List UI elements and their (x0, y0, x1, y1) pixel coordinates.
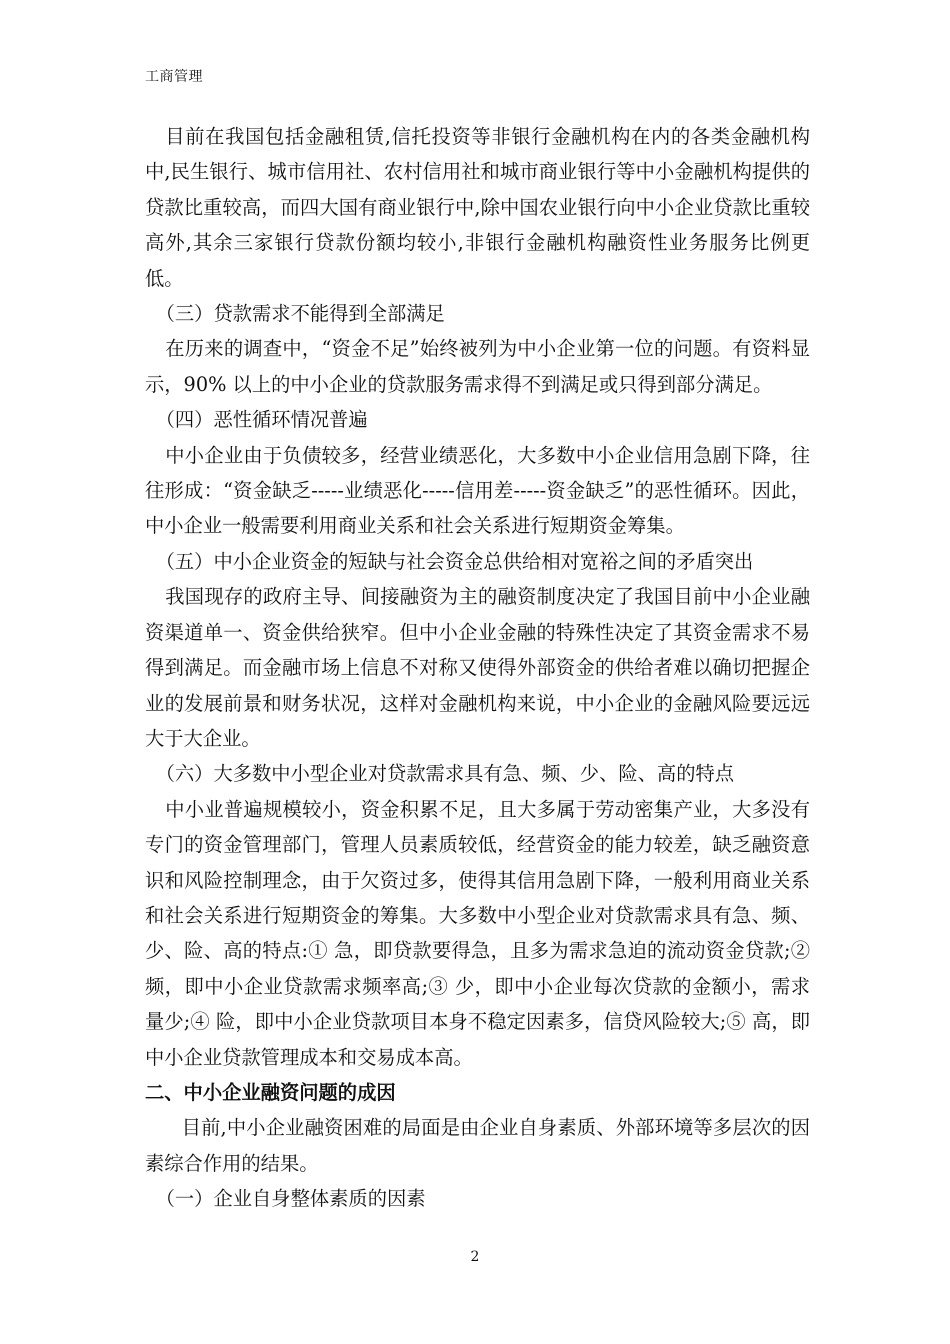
paragraph-vicious-cycle: 中小企业由于负债较多，经营业绩恶化，大多数中小企业信用急剧下降，往往形成：“资金缺乏-----业绩恶化-----信用差-----资金缺乏”的恶性循环。因此，中小企业一般需要利用商业关系和社会关系进行短期资金筹集。 (145, 443, 810, 538)
section-heading-causes: 二、中小企业融资问题的成因 (145, 1080, 396, 1104)
subheading-loan-demand-unmet: （三）贷款需求不能得到全部满足 (155, 302, 445, 326)
paragraph-causes-intro: 目前,中小企业融资困难的局面是由企业自身素质、外部环境等多层次的因素综合作用的结果。 (145, 1116, 810, 1175)
subheading-internal-quality: （一）企业自身整体素质的因素 (155, 1187, 426, 1211)
paragraph-loan-characteristics: 中小业普遍规模较小，资金积累不足，且大多属于劳动密集产业，大多没有专门的资金管理部门，管理人员素质较低，经营资金的能力较差，缺乏融资意识和风险控制理念，由于欠资过多，使得其信用急剧下降，一般利用商业关系和社会关系进行短期资金的筹集。大多数中小型企业对贷款需求具有急、频、少、险、高的特点:① 急，即贷款要得急，且多为需求急迫的流动资金贷款;② 频，即中小企业贷款需求频率高;③ 少，即中小企业每次贷款的金额小，需求量少;④ 险，即中小企业贷款项目本身不稳定因素多，信贷风险较大;⑤ 高，即中小企业贷款管理成本和交易成本高。 (145, 797, 810, 1069)
paragraph-financing-system: 我国现存的政府主导、间接融资为主的融资制度决定了我国目前中小企业融资渠道单一、资金供给狭窄。但中小企业金融的特殊性决定了其资金需求不易得到满足。而金融市场上信息不对称又使得外部资金的供给者难以确切把握企业的发展前景和财务状况，这样对金融机构来说，中小企业的金融风险要远远大于大企业。 (145, 585, 810, 750)
document-body (145, 119, 810, 1217)
subheading-supply-contradiction: （五）中小企业资金的短缺与社会资金总供给相对宽裕之间的矛盾突出 (155, 549, 754, 573)
subheading-vicious-cycle: （四）恶性循环情况普遍 (155, 408, 368, 432)
page-header: 工商管理 (145, 69, 203, 85)
subheading-loan-characteristics: （六）大多数中小型企业对贷款需求具有急、频、少、险、高的特点 (155, 762, 735, 786)
page-number: 2 (470, 1249, 480, 1265)
paragraph-loan-share: 目前在我国包括金融租赁,信托投资等非银行金融机构在内的各类金融机构中,民生银行、城市信用社、农村信用社和城市商业银行等中小金融机构提供的贷款比重较高，而四大国有商业银行中,除中国农业银行向中小企业贷款比重较高外,其余三家银行贷款份额均较小,非银行金融机构融资性业务服务比例更低。 (145, 125, 810, 290)
paragraph-capital-shortage: 在历来的调查中，“资金不足”始终被列为中小企业第一位的问题。有资料显示，90% 以上的中小企业的贷款服务需求得不到满足或只得到部分满足。 (145, 337, 810, 396)
